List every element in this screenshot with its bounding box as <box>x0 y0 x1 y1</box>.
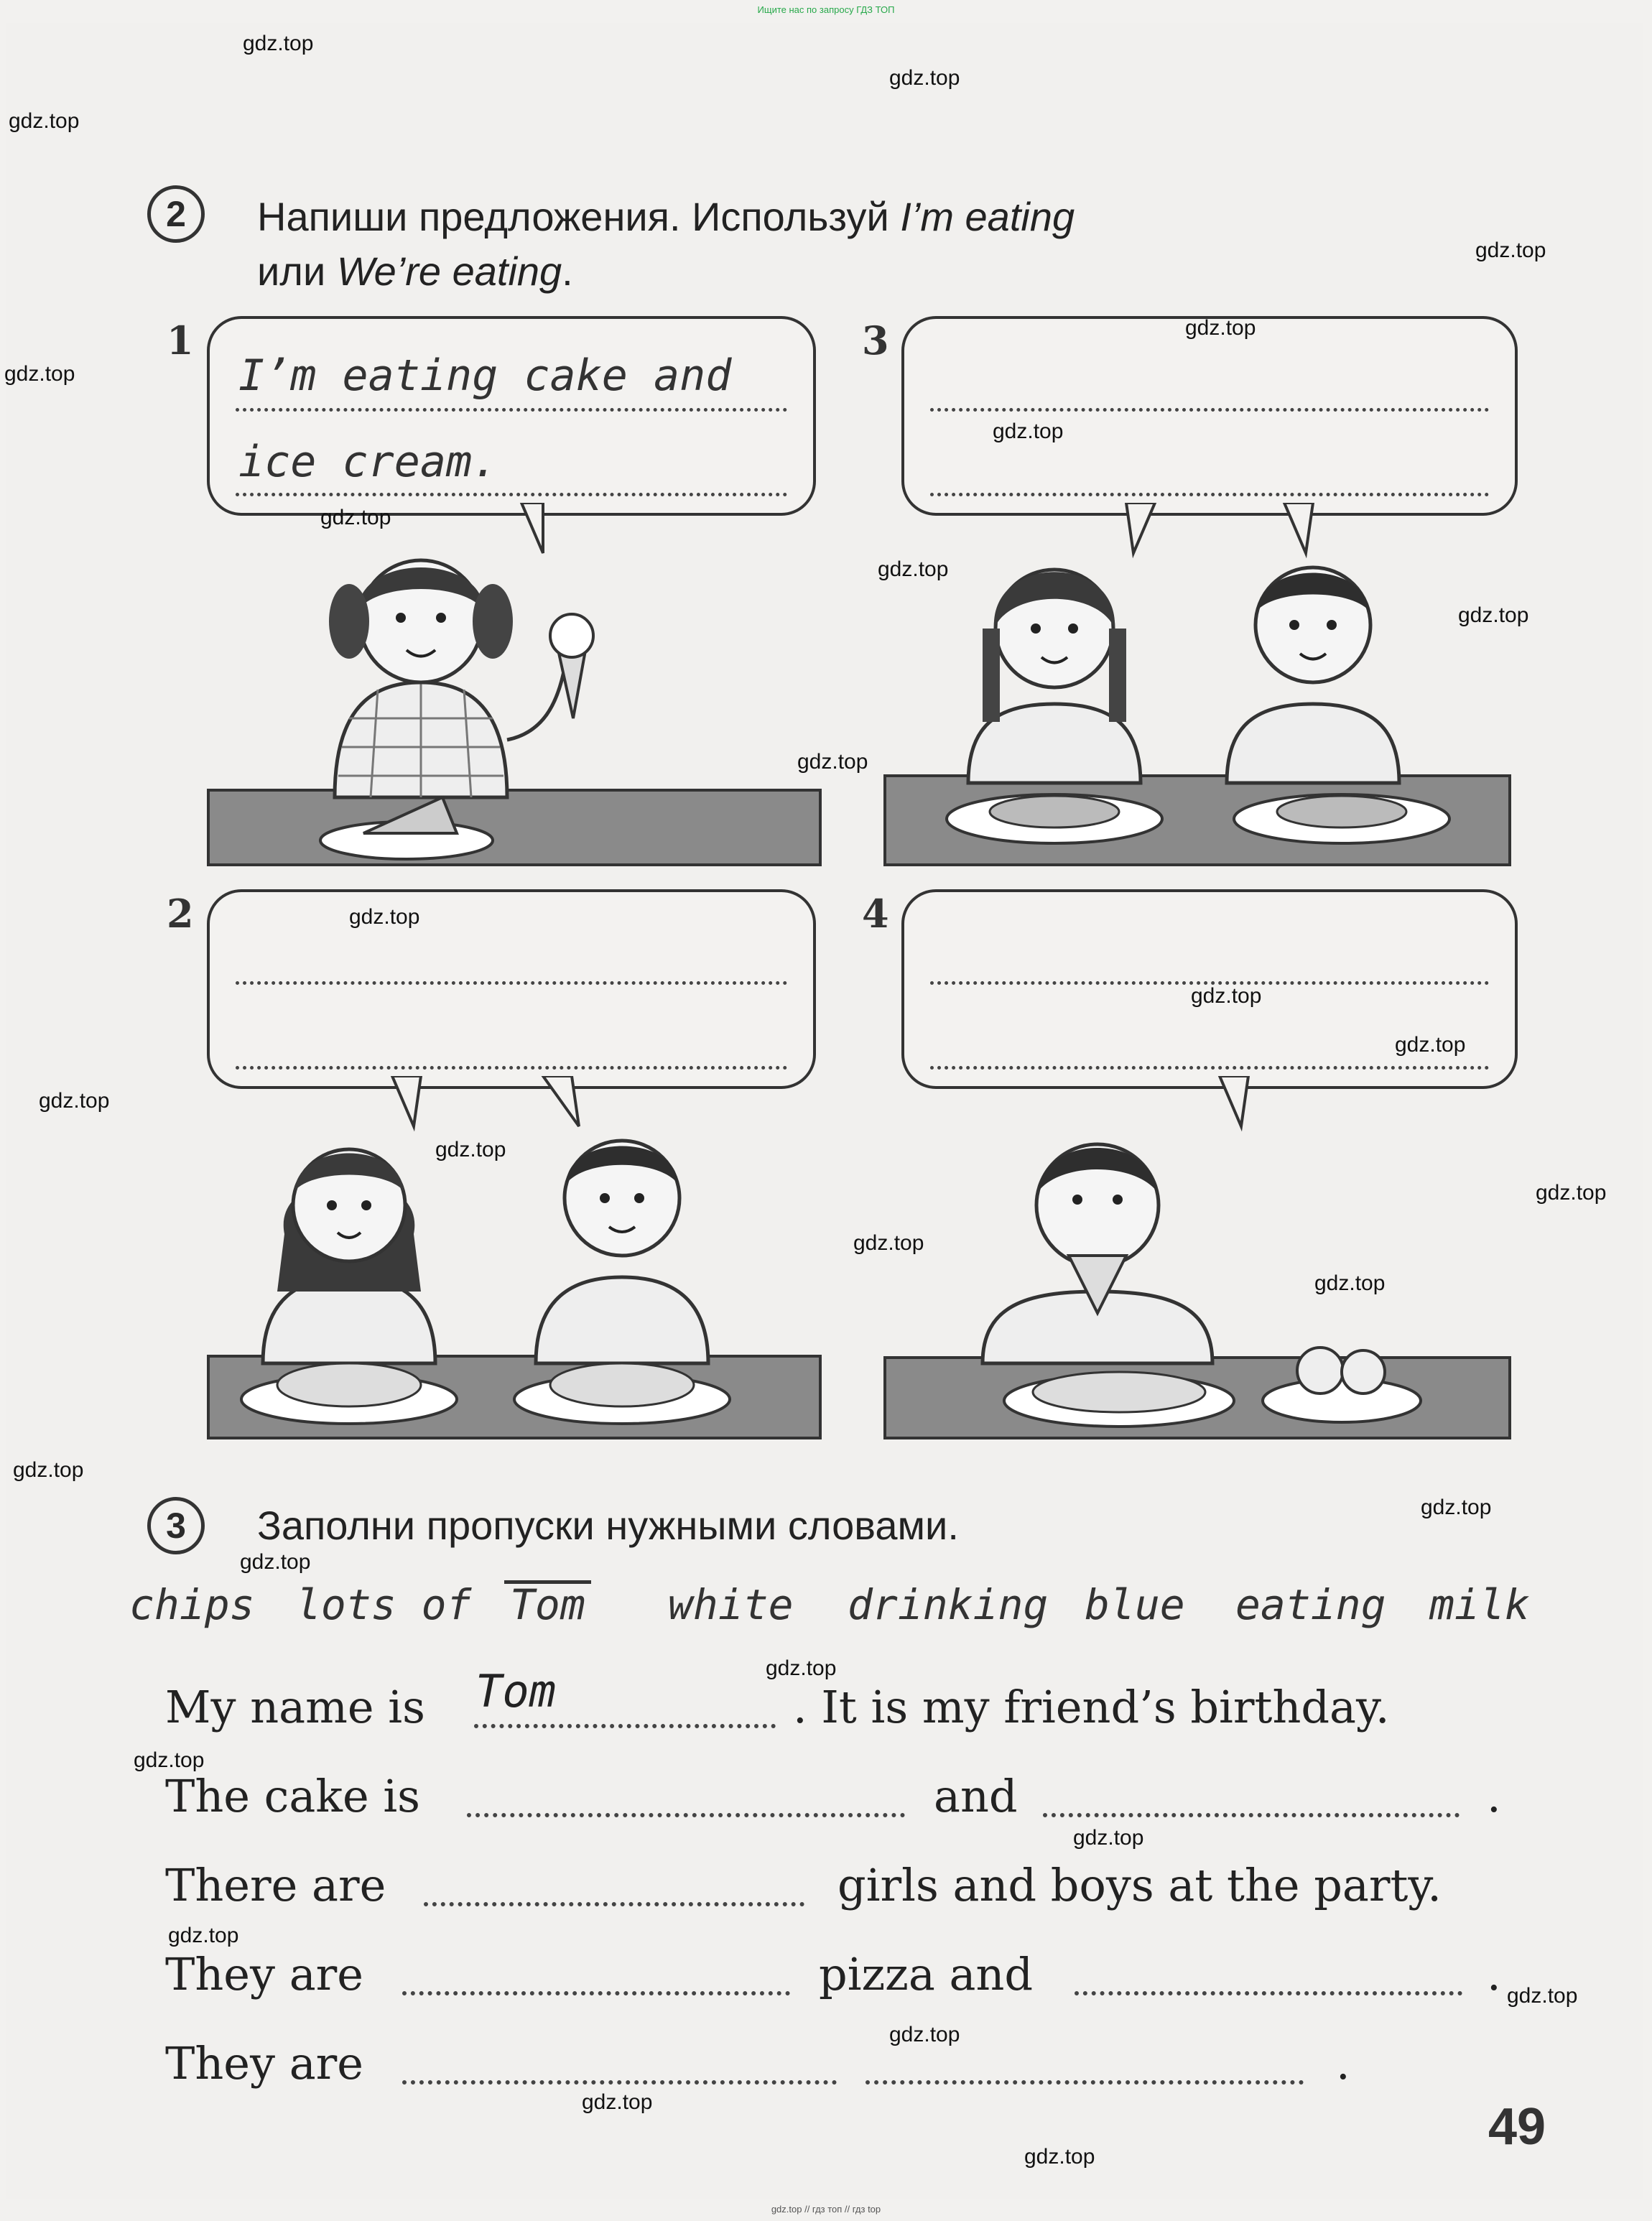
site-bottom-note[interactable]: gdz.top // гдз топ // гдз top <box>771 2204 881 2215</box>
sentence-1-handwritten-answer: Tom <box>475 1665 556 1717</box>
watermark: gdz.top <box>168 1924 239 1947</box>
panel-3-number: 3 <box>862 317 889 363</box>
watermark: gdz.top <box>1475 238 1546 262</box>
watermark: gdz.top <box>1191 984 1262 1008</box>
word-bank-item: drinking <box>848 1580 1049 1629</box>
watermark: gdz.top <box>13 1458 84 1482</box>
sentence-5-period: . <box>1336 2037 1350 2090</box>
instruction-italic-2: We’re eating <box>336 249 562 294</box>
sentence-3-blank[interactable] <box>424 1902 804 1906</box>
watermark: gdz.top <box>39 1089 110 1113</box>
sentence-3-start: There are <box>165 1859 386 1911</box>
sentence-2-and: and <box>934 1770 1018 1822</box>
panel-3-illustration-girl-and-boy-eating-fish <box>882 503 1514 869</box>
sentence-2-blank-2[interactable] <box>1043 1813 1460 1817</box>
watermark: gdz.top <box>1073 1826 1144 1850</box>
panel-3-dotted-line-1 <box>930 408 1489 412</box>
sentence-2-period: . <box>1487 1770 1501 1822</box>
watermark: gdz.top <box>9 109 80 133</box>
watermark: gdz.top <box>582 2090 653 2114</box>
exercise-3-instruction: Заполни пропуски нужными словами. <box>257 1503 959 1548</box>
word-bank-item-crossed <box>510 1580 585 1629</box>
sentence-2-blank-1[interactable] <box>467 1813 905 1817</box>
instruction-text-1: Напиши предложения. Используй <box>257 194 889 239</box>
sentence-1-start: My name is <box>165 1681 425 1733</box>
watermark: gdz.top <box>1314 1271 1386 1295</box>
watermark: gdz.top <box>435 1138 506 1161</box>
instruction-end: . <box>562 249 573 294</box>
watermark: gdz.top <box>1024 2145 1095 2169</box>
panel-1-number: 1 <box>167 317 194 363</box>
panel-1-dotted-line-2 <box>236 493 787 496</box>
watermark: gdz.top <box>993 419 1064 443</box>
sentence-5-start: They are <box>165 2037 364 2090</box>
watermark: gdz.top <box>889 2023 960 2046</box>
watermark: gdz.top <box>1536 1181 1607 1205</box>
watermark: gdz.top <box>320 506 391 529</box>
watermark: gdz.top <box>1395 1033 1466 1057</box>
panel-1-illustration-girl-eating-cake <box>205 503 823 869</box>
watermark: gdz.top <box>853 1231 924 1255</box>
watermark: gdz.top <box>766 1656 837 1680</box>
word-bank-item: eating <box>1235 1580 1386 1629</box>
sentence-4-period: . <box>1487 1948 1501 2000</box>
word-bank-item: blue <box>1085 1580 1185 1629</box>
watermark: gdz.top <box>889 66 960 90</box>
panel-2-illustration-girl-and-boy-eating-chips <box>205 1076 823 1442</box>
instruction-text-2: или <box>257 249 326 294</box>
watermark: gdz.top <box>797 750 868 774</box>
sentence-5-blank-2[interactable] <box>866 2080 1304 2085</box>
panel-3-speech-bubble <box>901 316 1518 516</box>
site-top-note[interactable]: Ищите нас по запросу ГДЗ ТОП <box>757 4 895 15</box>
watermark: gdz.top <box>1458 603 1529 627</box>
word-bank-item: milk <box>1429 1580 1530 1629</box>
watermark: gdz.top <box>878 557 949 581</box>
exercise-2-instruction-line1 <box>257 190 1075 244</box>
exercise-2-instruction-line2 <box>257 244 573 299</box>
panel-3-dotted-line-2 <box>930 493 1489 496</box>
watermark: gdz.top <box>240 1550 311 1574</box>
word-bank-item: lots of <box>296 1580 472 1629</box>
panel-1-answer-line2: ice cream. <box>238 437 498 487</box>
sentence-4-start: They are <box>165 1948 364 2000</box>
strike-through-line <box>504 1580 591 1584</box>
sentence-4-blank-2[interactable] <box>1075 1991 1462 1995</box>
panel-1-answer-line1: I’m eating cake and <box>238 351 732 401</box>
word-bank-item: white <box>668 1580 794 1629</box>
watermark: gdz.top <box>349 905 420 929</box>
exercise-2-number: 2 <box>147 185 205 243</box>
exercise-3-number: 3 <box>147 1497 205 1554</box>
sentence-1-blank[interactable] <box>474 1724 776 1728</box>
sentence-2-start: The cake is <box>165 1770 420 1822</box>
sentence-1-end: . It is my friend’s birthday. <box>793 1681 1390 1733</box>
page-number: 49 <box>1488 2098 1546 2156</box>
sentence-5-blank-1[interactable] <box>402 2080 837 2085</box>
instruction-italic-1: I’m eating <box>900 194 1075 239</box>
watermark: gdz.top <box>1507 1984 1578 2008</box>
watermark: gdz.top <box>243 32 314 55</box>
sentence-4-middle: pizza and <box>819 1948 1034 2000</box>
panel-2-number: 2 <box>167 891 194 937</box>
word-bank-item: Tom <box>510 1580 585 1629</box>
watermark: gdz.top <box>134 1748 205 1772</box>
panel-2-speech-bubble <box>207 889 816 1089</box>
panel-4-number: 4 <box>862 891 889 937</box>
sentence-3-end: girls and boys at the party. <box>837 1859 1442 1911</box>
panel-4-illustration-boy-eating-pizza <box>882 1076 1514 1442</box>
panel-1-dotted-line-1 <box>236 408 787 412</box>
watermark: gdz.top <box>1421 1496 1492 1519</box>
watermark: gdz.top <box>4 362 75 386</box>
panel-2-dotted-line-1 <box>236 981 787 985</box>
watermark: gdz.top <box>1185 316 1256 340</box>
panel-1-speech-bubble <box>207 316 816 516</box>
panel-2-dotted-line-2 <box>236 1066 787 1070</box>
word-bank-item: chips <box>129 1580 255 1629</box>
panel-4-dotted-line-2 <box>930 1066 1489 1070</box>
sentence-4-blank-1[interactable] <box>402 1991 790 1995</box>
